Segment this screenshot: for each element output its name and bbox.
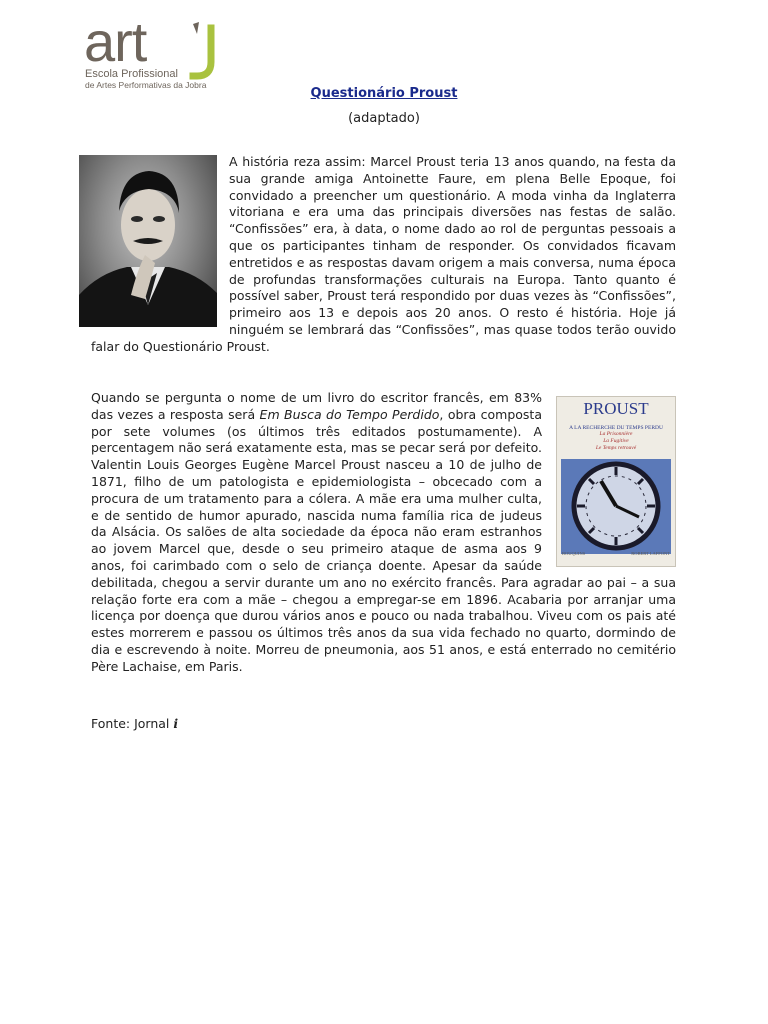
- source-line: [91, 716, 676, 733]
- page-title: Questionário Proust: [310, 86, 458, 101]
- cover-subtitle: A LA RECHERCHE DU TEMPS PERDU: [569, 425, 663, 431]
- logo-wordmark: art: [84, 10, 147, 73]
- page-subtitle: (adaptado): [348, 111, 420, 126]
- source-mark: i: [173, 716, 179, 731]
- biography-section: [91, 390, 676, 676]
- intro-section: [91, 154, 676, 356]
- cover-volumes: [557, 431, 675, 452]
- source-label: Fonte: Jornal: [91, 716, 174, 731]
- biography-text-rest: , obra composta por sete volumes (os últimos três editados postumamente). A percentagem não será exatamente esta, mas se pecar será por defeito. Valentin Louis Georges Eugène Marcel Proust nasceu a 10 de julho de 1871, filho de um patologista e epidemiologista – obcecado com a procura de um tratamento para a cólera. A mãe era uma mulher culta, e de sentido de humor apurado, nascida numa família rica de judeus da Alsácia. Os salões de alta sociedade da época não eram estranhos ao jovem Marcel que, desde o seu primeiro ataque de asma aos 9 anos, foi carimbado com o selo de criança doente. Apesar da saúde debilitada, chegou a servir durante um ano no exército francês. Para agradar ao pai – a sua relação forte era com a mãe – chegou a empregar-se em 1896. Acabaria por arranjar uma licença por doença que durou vários anos e pouco ou nada trabalhou. Viveu com os pais até estes morrerem e passou os últimos três anos da sua vida fechado no quarto, dormindo de dia e escrevendo à noite. Morreu de pneumonia, aos 51 anos, e está enterrado no cemitério Père Lachaise, em Paris.: [91, 406, 676, 674]
- cover-volume: Le Temps retrouvé: [595, 445, 637, 451]
- logo-line-school: Escola Profissional: [85, 68, 178, 80]
- cover-footer-right: ROBERT LAFFONT: [631, 551, 670, 557]
- cover-title: PROUST: [583, 399, 649, 418]
- book-title: Em Busca do Tempo Perdido: [259, 406, 440, 422]
- book-cover-image: [556, 396, 676, 567]
- logo-j-mark-icon: [187, 18, 223, 80]
- proust-portrait-image: [79, 155, 217, 327]
- biography-text-start: Quando se pergunta o nome de um livro do escritor francês, em 83% das vezes a resposta será: [91, 390, 542, 422]
- clock-icon: [561, 459, 671, 554]
- logo-line-subtitle: de Artes Performativas da Jobra: [85, 80, 207, 90]
- cover-volume: La Prisonnière: [599, 431, 633, 437]
- school-logo: [84, 10, 224, 90]
- cover-volume: La Fugitive: [603, 438, 629, 444]
- cover-footer: [562, 546, 670, 563]
- cover-footer-left: BOUQUINS: [562, 551, 586, 557]
- intro-paragraph: A história reza assim: Marcel Proust teria 13 anos quando, na festa da sua grande amiga Antoinette Faure, em plena Belle Epoque, foi convidado a preencher um questionário. A moda vinha da Inglaterra vitoriana e era uma das principais diversões nas festas de salão. “Confissões” era, à data, o nome dado ao rol de perguntas pessoais a que os participantes tinham de responder. Os convidados ficavam entretidos e as respostas davam origem a mais conversa, numa época de profundas transformações culturais na Europa. Tanto quanto é possível saber, Proust terá respondido por duas vezes às “Confissões”, primeiro aos 13 e depois aos 20 anos. O resto é história. Hoje já ninguém se lembrará das “Confissões”, mas quase todos terão ouvido falar do Questionário Proust.: [91, 154, 676, 354]
